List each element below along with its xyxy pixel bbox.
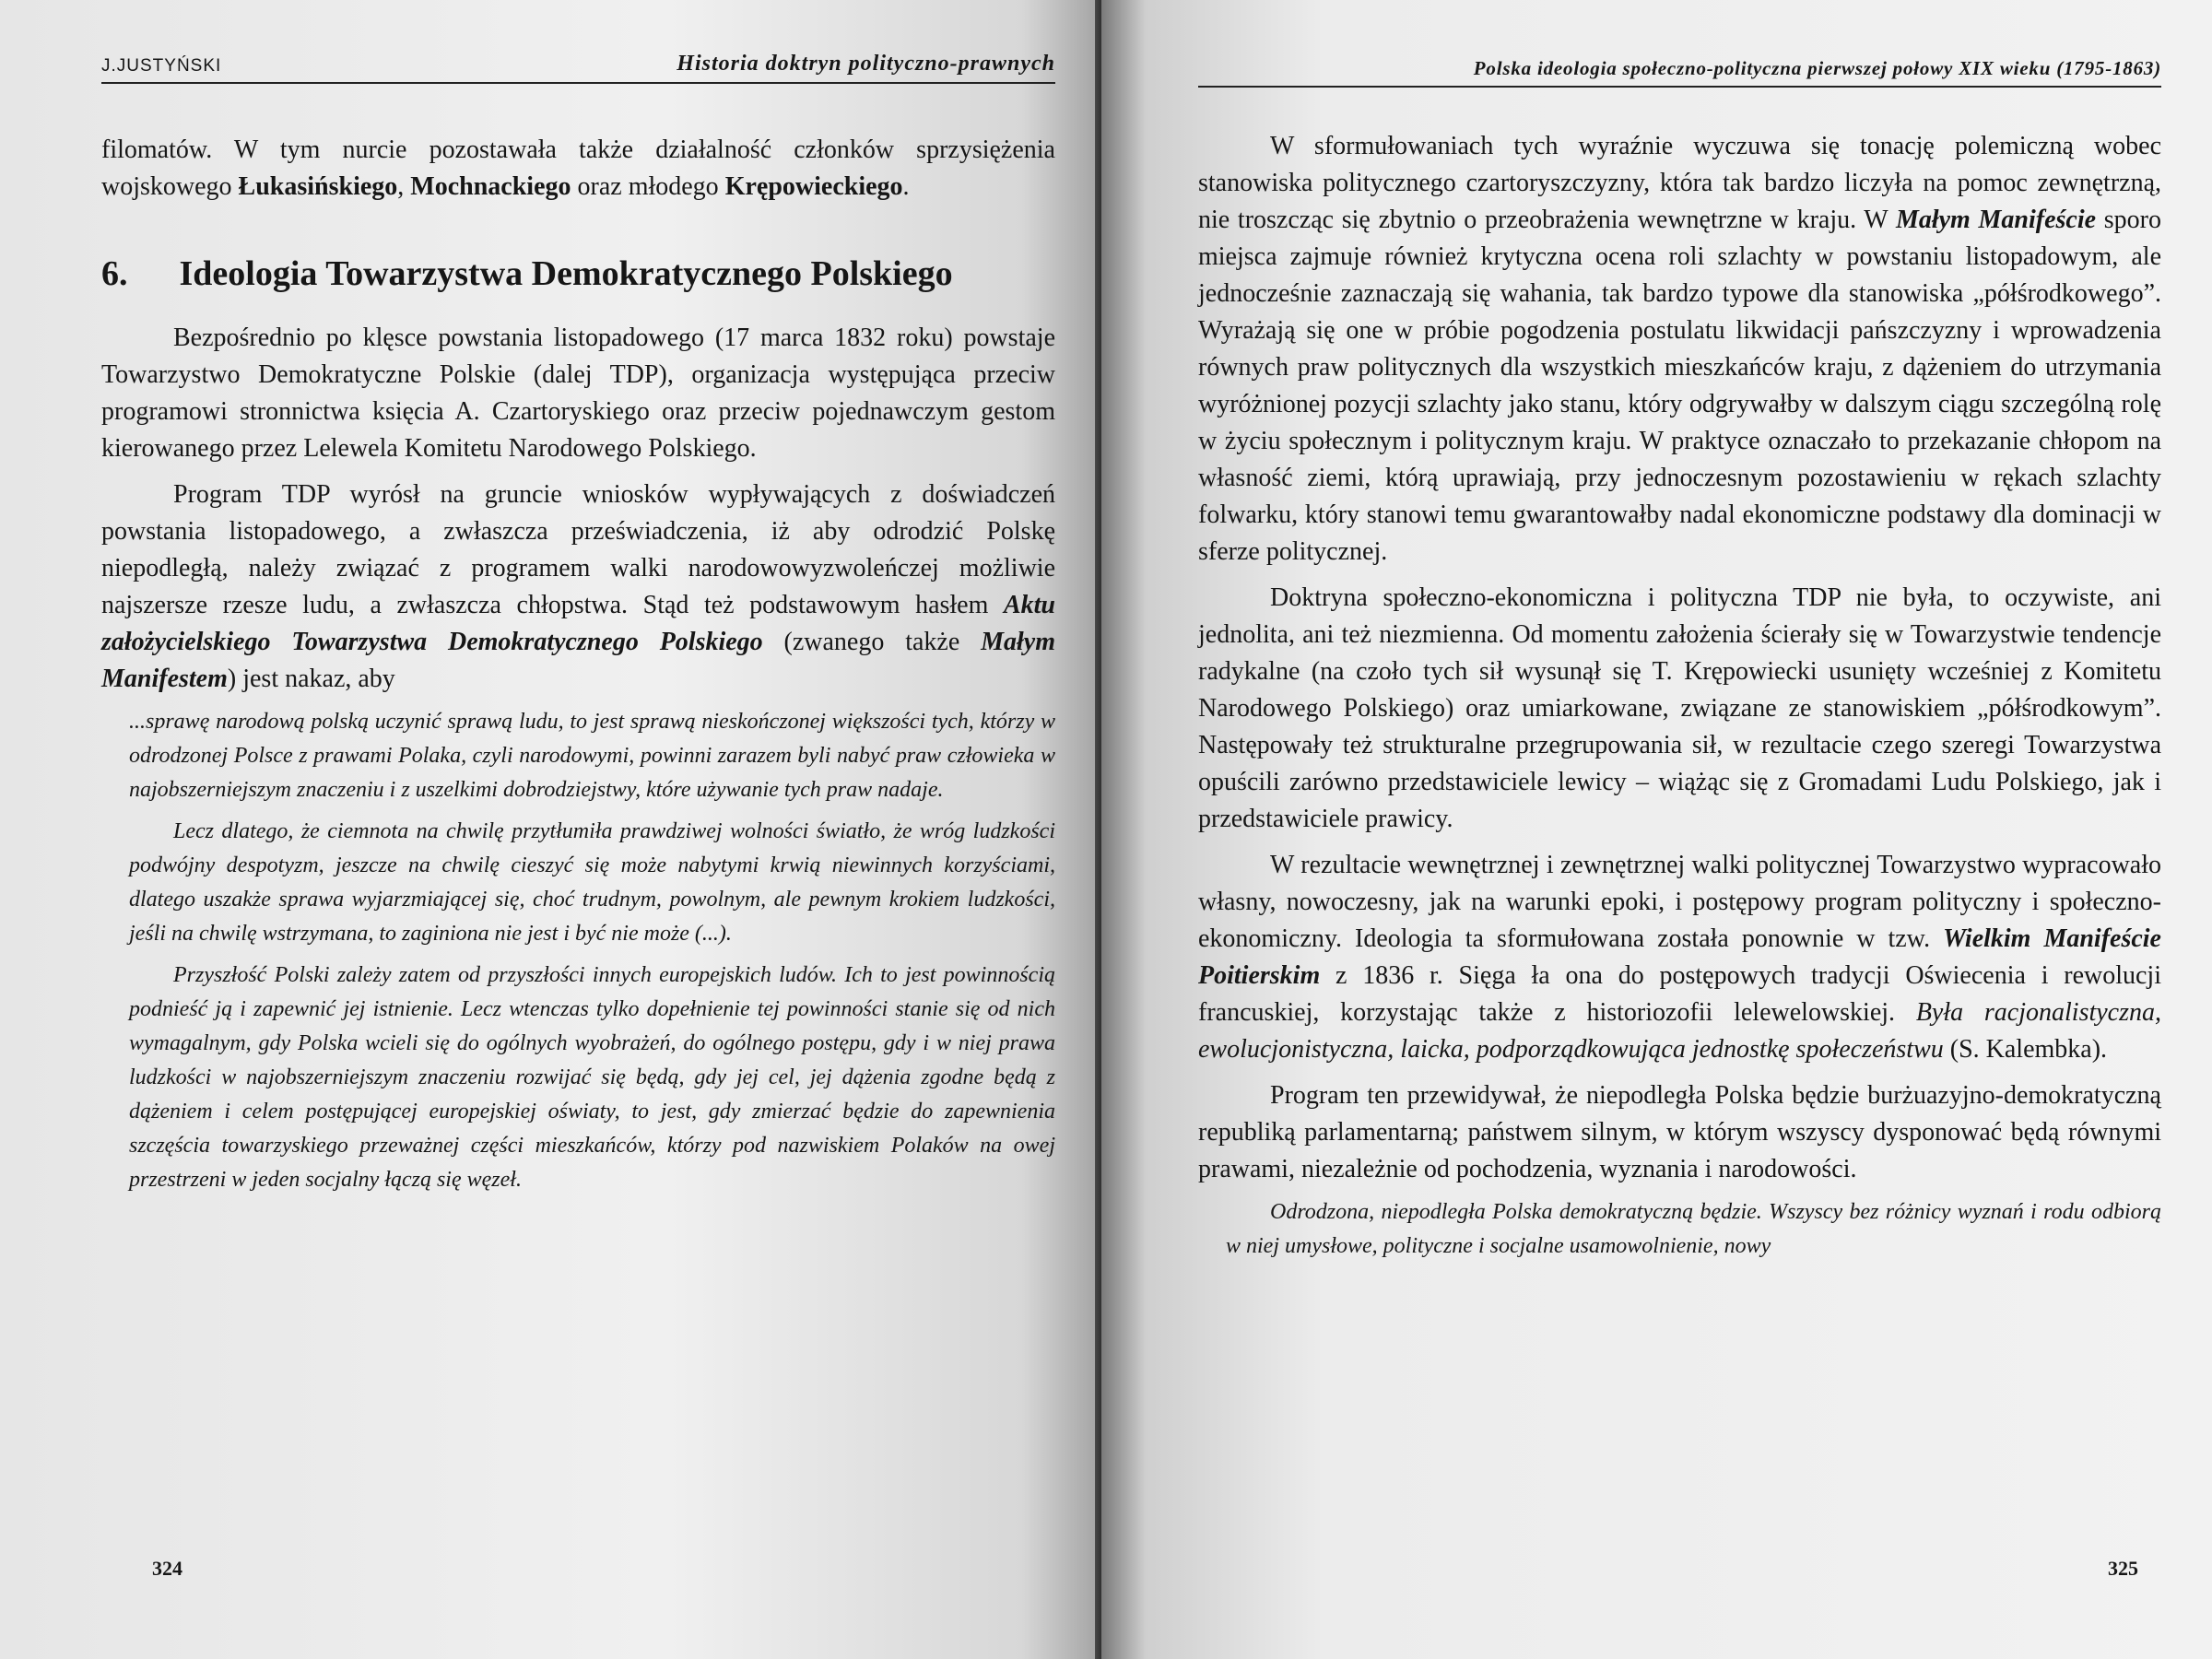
running-title-left: Historia doktryn polityczno-prawnych: [677, 52, 1055, 76]
running-header-right: [1198, 57, 2161, 88]
section-title: Ideologia Towarzystwa Demokratycznego Polskiego: [179, 254, 953, 293]
body-paragraph-r1: W sformułowaniach tych wyraźnie wyczuwa się tonację polemiczną wobec stanowiska politycznego czartoryszczyzny, która tak bardzo liczyła na pomoc zewnętrzną, nie troszcząc się zbytnio o przeobrażenia wewnętrzne w kraju. W Małym Manifeście sporo miejsca zajmuje również krytyczna ocena roli szlachty w powstaniu listopadowym, ale jednocześnie zaznaczają się wahania, tak bardzo typowe dla stanowiska „półśrodkowego”. Wyrażają się one w próbie pogodzenia postulatu likwidacji pańszczyzny i wprowadzenia równych praw politycznych dla wszystkich mieszkańców kraju, z dążeniem do utrzymania wyróżnionej pozycji szlachty jako stanu, który odgrywałby w dalszym ciągu szczególną rolę w życiu społecznym i politycznym kraju. W praktyce oznaczało to przekazanie chłopom na własność ziemi, którą uprawiają, przy jednoczesnym pozostawieniu w rękach szlachty folwarku, który stanowi temu gwarantowałby nadal ekonomiczne podstawy dla dominacji w sferze politycznej.: [1198, 132, 2161, 566]
page-number-left: 324: [152, 1557, 182, 1580]
section-number: 6.: [101, 254, 128, 293]
body-paragraph-r3: W rezultacie wewnętrznej i zewnętrznej walki politycznej Towarzystwo wypracowało własny, nowoczesny, jak na warunki epoki, i postępowy program polityczny i społeczno-ekonomiczny. Ideologia ta sformułowana została ponownie w tzw. Wielkim Manifeście Poitierskim z 1836 r. Sięga ła ona do postępowych tradycji Oświecenia i rewolucji francuskiej, korzystając także z historiozofii lelewelowskiej. Była racjonalistyczna, ewolucjonistyczna, laicka, podporządkowująca jednostkę społeczeństwu (S. Kalembka).: [1198, 851, 2162, 1064]
quote-1: ...sprawę narodową polską uczynić sprawą ludu, to jest sprawą nieskończonej większości tych, którzy w odrodzonej Polsce z prawami Polaka, czyli narodowymi, powinni zarazem byli nabyć praw człowieka w najobszerniejszym znaczeniu i z uszelkimi dobrodziejstwy, które używanie tych praw nadaje.: [129, 710, 1055, 802]
quote-3: Przyszłość Polski zależy zatem od przyszłości innych europejskich ludów. Ich to jest powinnością podnieść ją i zapewnić jej istnienie. Lecz wtenczas tylko dopełnienie tej powinności stanie się od nich wymagalnym, gdy Polska wcieli się do ogólnych wyobrażeń, do ogólnego postępu, gdy i w niej prawa ludzkości w najobszerniejszym znaczeniu rozwijać się będą, gdy jej cel, jej dążenia zgodne będą z dążeniem i celem postępującej europejskiej oświaty, to jest, gdy zmierzać będzie do zapewnienia szczęścia towarzyskiego przeważnej części mieszkańców, którzy pod nazwiskiem Polaków na owej przestrzeni w jeden socjalny łączą się węzeł.: [129, 963, 1055, 1192]
carry-over-paragraph: filomatów. W tym nurcie pozostawała także działalność członków sprzysiężenia wojskowego Łukasińskiego, Mochnackiego oraz młodego Krępowieckiego.: [101, 135, 1055, 201]
body-paragraph-1: Bezpośrednio po klęsce powstania listopadowego (17 marca 1832 roku) powstaje Towarzystwo Demokratyczne Polskie (dalej TDP), organizacja występująca przeciw programowi stronnictwa księcia A. Czartoryskiego oraz przeciw pojednawczym gestom kierowanego przez Lelewela Komitetu Narodowego Polskiego.: [101, 324, 1055, 463]
body-paragraph-r4: Program ten przewidywał, że niepodległa Polska będzie burżuazyjno-demokratyczną republiką parlamentarną; państwem silnym, w którym wszyscy dysponować będą równymi prawami, niezależnie od pochodzenia, wyznania i narodowości.: [1198, 1081, 2161, 1183]
quote-2: Lecz dlatego, że ciemnota na chwilę przytłumiła prawdziwej wolności światło, że wróg ludzkości podwójny despotyzm, jeszcze na chwilę cieszyć się może nabytymi krwią niewinnych korzyściami, dlatego uszakże sprawa wyjarzmiającej się, choć trudnym, powolnym, ale pewnym krokiem ludzkości, jeśli na chwilę wstrzymana, to zaginiona nie jest i być nie może (...).: [129, 819, 1055, 946]
running-header-left: [101, 52, 1055, 84]
page-number-right: 325: [2108, 1557, 2138, 1580]
section-heading: [101, 253, 1055, 294]
right-page: [1101, 0, 2212, 1659]
body-paragraph-2: Program TDP wyrósł na gruncie wniosków wypływających z doświadczeń powstania listopadowego, a zwłaszcza przeświadczenia, iż aby odrodzić Polskę niepodległą, należy związać z programem walki narodowowyzwoleńczej możliwie najszersze rzesze ludu, a zwłaszcza chłopstwa. Stąd też podstawowym hasłem Aktu założycielskiego Towarzystwa Demokratycznego Polskiego (zwanego także Małym Manifestem) jest nakaz, aby: [101, 480, 1056, 693]
body-paragraph-r2: Doktryna społeczno-ekonomiczna i polityczna TDP nie była, to oczywiste, ani jednolita, ani też niezmienna. Od momentu założenia ścierały się w Towarzystwie tendencje radykalne (na czoło tych sił wysunął się T. Krępowiecki usunięty wcześniej z Komitetu Narodowego Polskiego) oraz umiarkowane, związane ze stanowiskiem „półśrodkowym”. Następowały też strukturalne przegrupowania sił, w rezultacie czego szeregi Towarzystwa opuścili zarówno przedstawiciele lewicy – wiążąc się z Gromadami Ludu Polskiego, jak i przedstawiciele prawicy.: [1198, 583, 2161, 833]
quote-r1: Odrodzona, niepodległa Polska demokratyczną będzie. Wszyscy bez różnicy wyznań i rodu odbiorą w niej umysłowe, polityczne i socjalne usamowolnienie, nowy: [1226, 1200, 2161, 1258]
running-title-right: Polska ideologia społeczno-polityczna pierwszej połowy XIX wieku (1795-1863): [1473, 57, 2161, 79]
author-name: J.JUSTYŃSKI: [101, 56, 222, 76]
